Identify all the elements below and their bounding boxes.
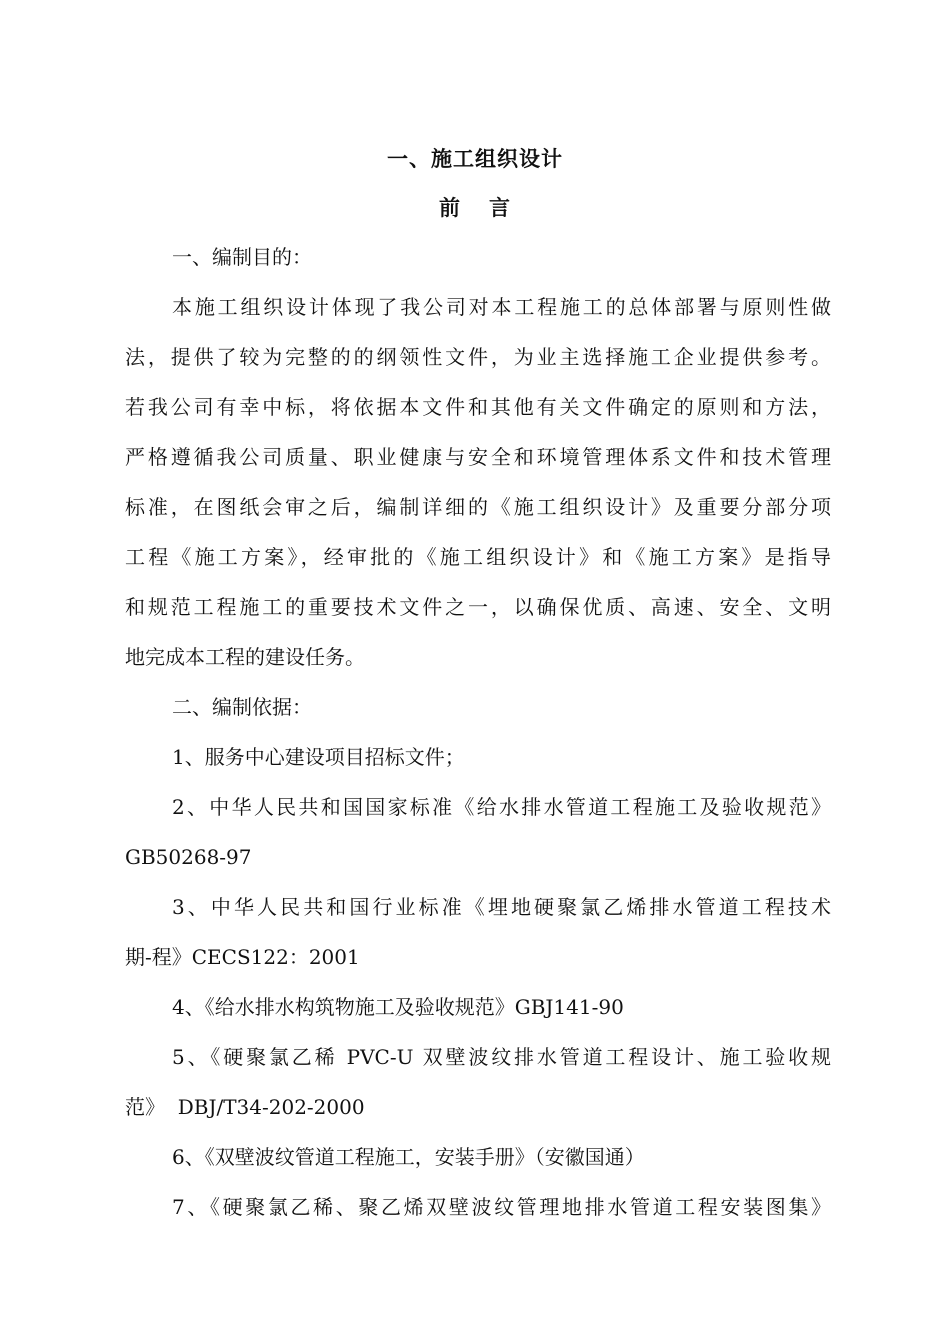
list-item: 2、中华人民共和国国家标准《给水排水管道工程施工及验收规范》: [172, 795, 831, 819]
paragraph-line: 工程《施工方案》，经审批的《施工组织设计》和《施工方案》是指导: [125, 545, 831, 569]
list-item-continuation: 范》 DBJ/T34-202-2000: [125, 1095, 365, 1119]
page-title: 一、施工组织设计: [387, 146, 563, 171]
list-item: 1、服务中心建设项目招标文件；: [172, 745, 465, 769]
list-item-continuation: 期-程》CECS122：2001: [125, 945, 360, 969]
list-item: 5、《硬聚氯乙稀 PVC-U 双壁波纹排水管道工程设计、施工验收规: [172, 1045, 831, 1069]
paragraph-line: 严格遵循我公司质量、职业健康与安全和环境管理体系文件和技术管理: [125, 445, 831, 469]
list-item-continuation: GB50268-97: [125, 845, 252, 869]
paragraph-line: 若我公司有幸中标，将依据本文件和其他有关文件确定的原则和方法，: [125, 395, 831, 419]
list-item: 6、《双壁波纹管道工程施工，安装手册》（安徽国通）: [172, 1145, 645, 1169]
list-item: 4、《给水排水构筑物施工及验收规范》GBJ141-90: [172, 995, 624, 1019]
subtitle-char: 言: [489, 195, 511, 220]
section-heading-purpose: 一、编制目的：: [172, 245, 312, 269]
subtitle-char: 前: [439, 195, 461, 220]
paragraph-line: 和规范工程施工的重要技术文件之一，以确保优质、高速、安全、文明: [125, 595, 831, 619]
paragraph-line: 地完成本工程的建设任务。: [125, 645, 365, 669]
paragraph-line: 本施工组织设计体现了我公司对本工程施工的总体部署与原则性做: [172, 295, 831, 319]
paragraph-line: 标准，在图纸会审之后，编制详细的《施工组织设计》及重要分部分项: [125, 495, 831, 519]
list-item: 7、《硬聚氯乙稀、聚乙烯双壁波纹管理地排水管道工程安装图集》: [172, 1195, 831, 1219]
paragraph-line: 法，提供了较为完整的的纲领性文件，为业主选择施工企业提供参考。: [125, 345, 831, 369]
list-item: 3、中华人民共和国行业标准《埋地硬聚氯乙烯排水管道工程技术: [172, 895, 831, 919]
page-subtitle: [0, 192, 950, 222]
section-heading-basis: 二、编制依据：: [172, 695, 312, 719]
